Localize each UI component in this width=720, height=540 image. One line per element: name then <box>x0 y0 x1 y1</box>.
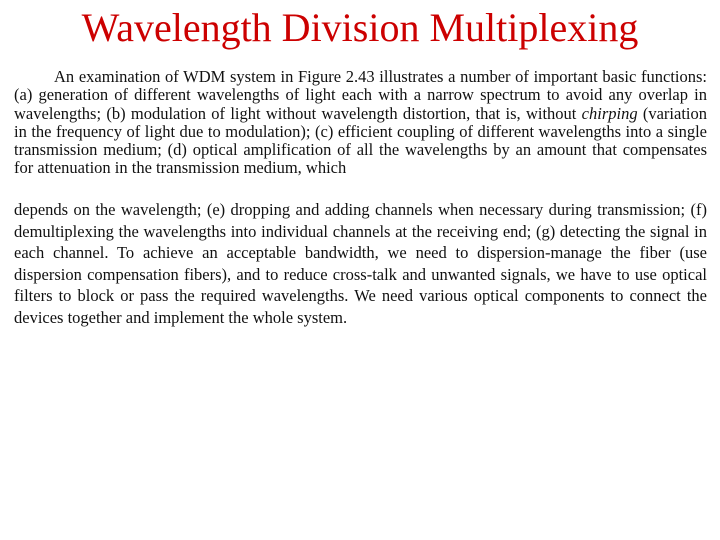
excerpt-text-part2: (variation in the frequency of light due to modulation); (c) efficient coupling of different wavelengths into a single transmission medium; (d) optical amplification of all the wavelengths by an amount that compensates for attenuation in the transmission medium, which <box>14 103 707 178</box>
excerpt-bottom-block <box>14 199 707 329</box>
excerpt-emphasis-chirping: chirping <box>581 103 638 123</box>
excerpt-paragraph-continuation: depends on the wavelength; (e) dropping and adding channels when necessary during transmission; (f) demultiplexing the wavelengths into individual channels at the receiving end; (g) detecting the signal in each channel. To achieve an acceptable bandwidth, we need to dispersion-manage the fiber (use dispersion compensation fibers), and to reduce cross-talk and unwanted signals, we have to use optical filters to block or pass the required wavelengths. We need various optical components to connect the devices together and implement the whole system. <box>14 200 707 327</box>
excerpt-text-part1: An examination of WDM system in Figure 2.43 illustrates a number of important basic functions: (a) generation of different wavelengths of light each with a narrow spectrum to avoid any overlap in wavelengths; (b) modulation of light without wavelength distortion, that is, without <box>14 68 707 123</box>
excerpt-top-block <box>14 68 707 188</box>
slide-title: Wavelength Division Multiplexing <box>81 5 639 50</box>
excerpt-paragraph-start <box>14 68 707 178</box>
